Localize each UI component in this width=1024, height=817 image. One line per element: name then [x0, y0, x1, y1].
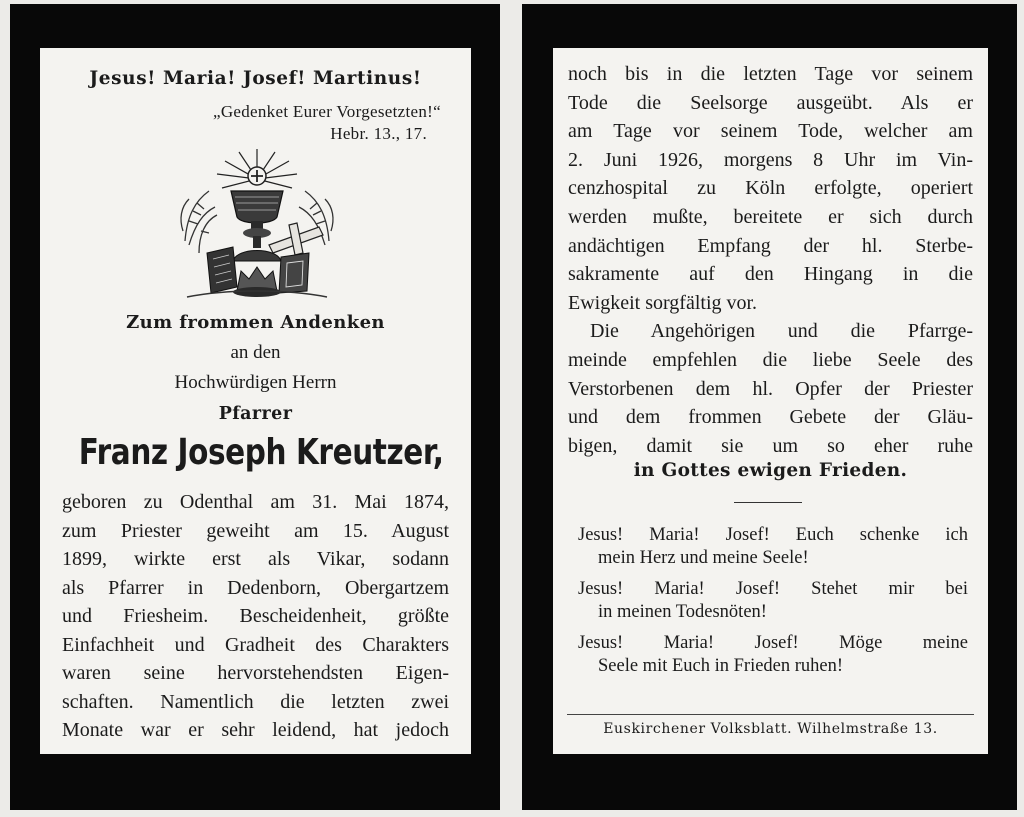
printer-imprint: Euskirchener Volksblatt. Wilhelmstraße 13. [603, 721, 938, 737]
text-line: andächtigen Empfang der hl. Sterbe- [568, 234, 973, 257]
an-den-text: an den [230, 342, 281, 363]
biography-line: als Pfarrer in Dedenborn, Obergartzem [62, 576, 449, 599]
continued-text [568, 60, 973, 460]
memorial-card-back [522, 4, 1017, 810]
text-line: Die Angehörigen und die Pfarrge- [590, 320, 973, 343]
prayer-line: in meinen Todesnöten! [598, 602, 767, 622]
title-text: Pfarrer [218, 404, 293, 424]
text-line: sakramente auf den Hingang in die [568, 263, 973, 286]
text-line: am Tage vor seinem Tode, welcher am [568, 120, 973, 143]
honorific-text: Hochwürdigen Herrn [174, 372, 337, 393]
memorial-card-front [10, 4, 500, 810]
divider [734, 502, 802, 503]
biography [62, 488, 449, 745]
bible-reference: Hebr. 13., 17. [330, 124, 427, 143]
prayer-line: Jesus! Maria! Josef! Stehet mir bei [578, 579, 968, 599]
biography-line: Einfachheit und Gradheit des Charakters [62, 633, 449, 656]
text-line: bigen, damit sie um so eher ruhe [568, 434, 973, 457]
card-back-panel [553, 48, 988, 754]
deceased-name: Franz Joseph Kreutzer, [78, 432, 444, 473]
biography-line: schaften. Namentlich die letzten zwei [62, 690, 449, 713]
text-line: noch bis in die letzten Tage vor seinem [568, 63, 973, 85]
biography-line: und Friesheim. Bescheidenheit, größte [62, 605, 449, 627]
prayer-line: mein Herz und meine Seele! [598, 548, 809, 568]
text-line: und dem frommen Gebete der Gläu- [568, 406, 973, 429]
remembrance-heading: Zum frommen Andenken [126, 312, 385, 333]
text-line: meinde empfehlen die liebe Seele des [568, 348, 973, 371]
prayer-line: Jesus! Maria! Josef! Möge meine [578, 633, 968, 653]
prayer-line: Jesus! Maria! Josef! Euch schenke ich [578, 525, 968, 545]
card-front-panel [40, 48, 471, 754]
bible-quote: „Gedenket Eurer Vorgesetzten!“ [212, 102, 441, 121]
prayer-line: Seele mit Euch in Frieden ruhen! [598, 656, 844, 676]
chalice-cross-emblem-icon [177, 141, 337, 301]
imprint-rule [567, 714, 974, 715]
biography-line: 1899, wirkte erst als Vikar, sodann [62, 548, 449, 570]
prayers [578, 524, 968, 678]
text-line: 2. Juni 1926, morgens 8 Uhr im Vin- [568, 148, 973, 171]
biography-line: Monate war er sehr leidend, hat jedoch [62, 719, 449, 741]
invocation-heading: Jesus! Maria! Josef! Martinus! [89, 68, 422, 89]
biography-line: geboren zu Odenthal am 31. Mai 1874, [62, 491, 449, 513]
text-line: werden mußte, bereitete er sich durch [568, 205, 973, 228]
text-line: cenzhospital zu Köln erfolgte, operiert [568, 177, 973, 200]
closing-line: in Gottes ewigen Frieden. [633, 460, 908, 481]
biography-line: waren seine hervorstehendsten Eigen- [62, 662, 449, 684]
text-line: Tode die Seelsorge ausgeübt. Als er [568, 91, 973, 114]
biography-line: zum Priester geweiht am 15. August [62, 519, 449, 542]
text-line: Verstorbenen dem hl. Opfer der Priester [568, 377, 973, 400]
text-line: Ewigkeit sorgfältig vor. [568, 291, 758, 314]
